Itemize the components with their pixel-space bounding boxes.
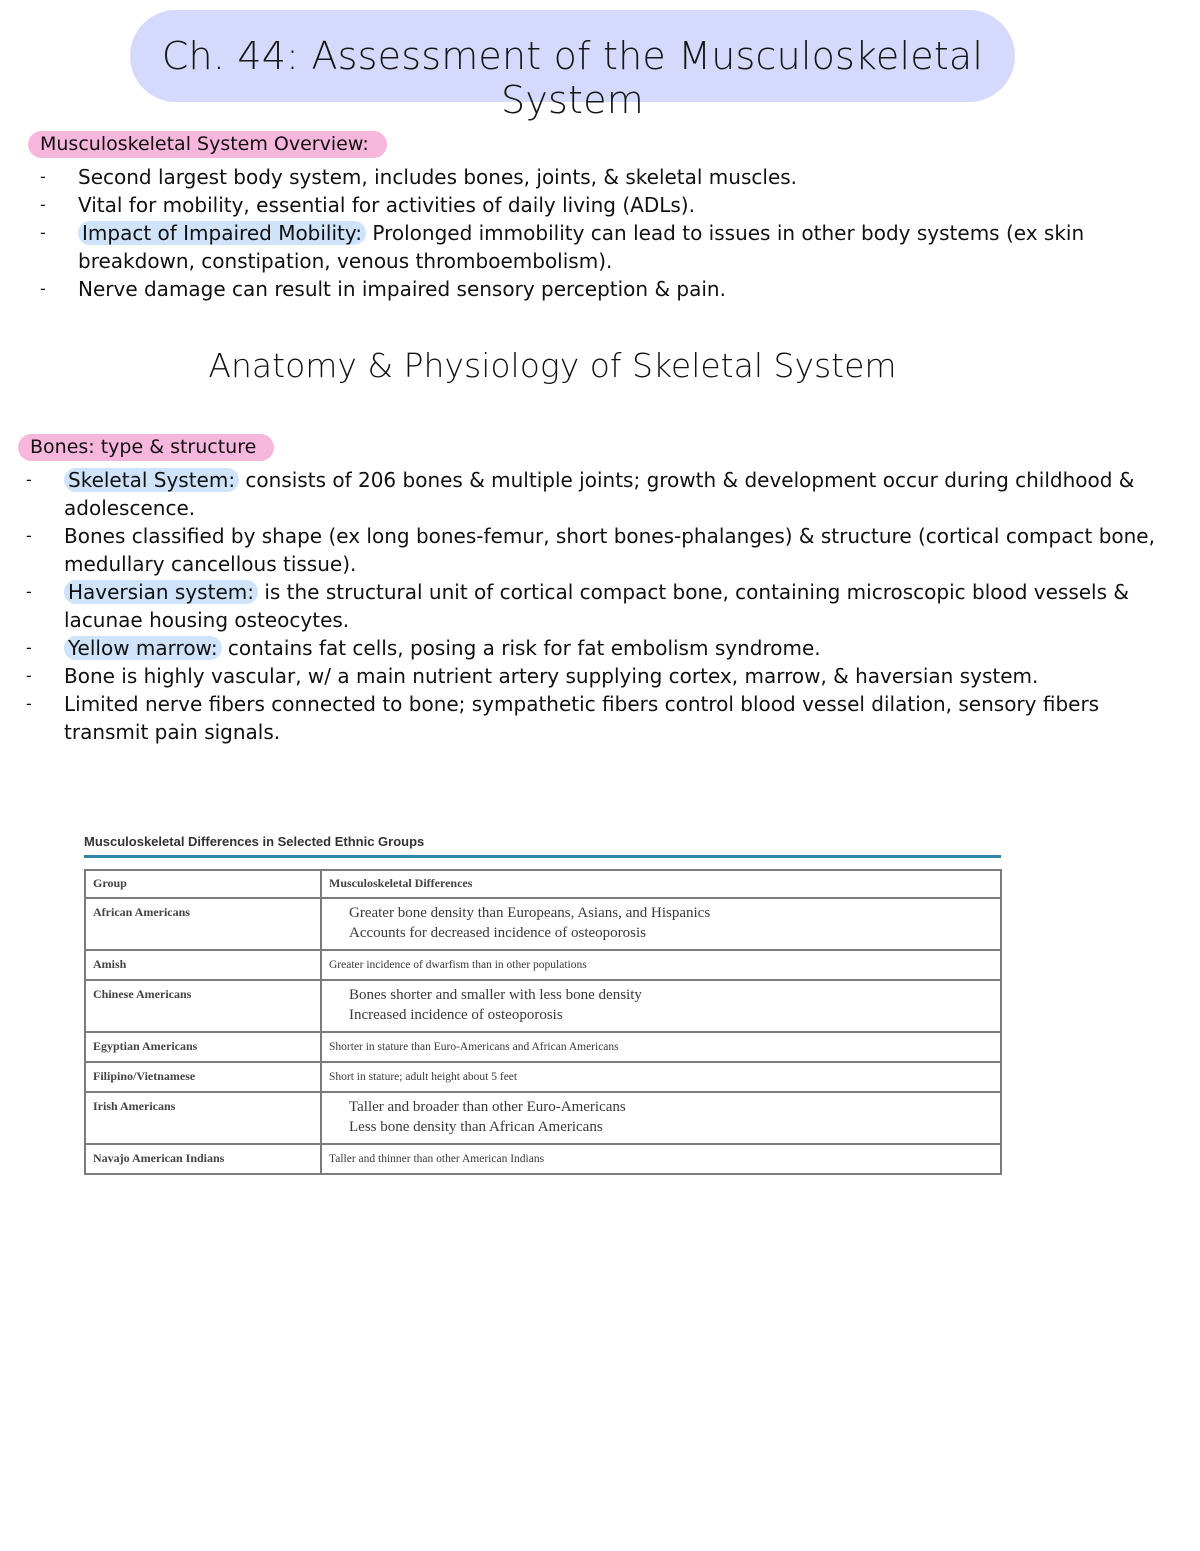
overview-label: Musculoskeletal System Overview: [28,131,387,158]
differences-cell [321,1144,1001,1174]
bullet-item [26,690,1179,746]
bullet-text: is the structural unit of cortical compact bone, containing microscopic blood vessels & lacunae housing osteocytes. [64,580,1129,632]
bullet-dash: - [26,470,32,489]
highlighted-term: Impact of Impaired Mobility: [78,221,366,245]
bullet-text: contains fat cells, posing a risk for fat embolism syndrome. [221,636,821,660]
bullet-item [26,634,1179,662]
page-title: Ch. 44: Assessment of the Musculoskeletal System [161,34,984,122]
bullet-text: Vital for mobility, essential for activities of daily living (ADLs). [78,193,695,217]
difference-line: Short in stature; adult height about 5 feet [329,1071,518,1083]
bullet-item [40,219,1178,275]
difference-line: Shorter in stature than Euro-Americans and African Americans [329,1041,619,1053]
bullet-dash: - [26,666,32,685]
bullet-dash: - [26,638,32,657]
bullet-text: Limited nerve fibers connected to bone; sympathetic fibers control blood vessel dilation, sensory fibers transmit pain signals. [64,692,1100,744]
highlighted-term: Yellow marrow: [64,636,222,660]
differences-cell [321,950,1001,980]
table-row [85,1032,1001,1062]
bullet-item [26,578,1179,634]
bullet-text: Bones classified by shape (ex long bones-femur, short bones-phalanges) & structure (cortical compact bone, medullary cancellous tissue). [64,524,1155,576]
bullet-dash: - [26,526,32,545]
bullet-text: Nerve damage can result in impaired sensory perception & pain. [78,277,726,301]
group-cell: Amish [85,950,321,980]
group-cell: Egyptian Americans [85,1032,321,1062]
bullet-item [26,662,1179,690]
bullet-text: consists of 206 bones & multiple joints; growth & development occur during childhood & adolescence. [64,468,1135,520]
table-row [85,1144,1001,1174]
bullet-dash: - [40,223,46,242]
difference-line: Taller and thinner than other American Indians [329,1153,545,1165]
bullet-dash: - [26,694,32,713]
bullet-dash: - [26,582,32,601]
table-caption: Musculoskeletal Differences in Selected Ethnic Groups [84,834,425,849]
table-row [85,950,1001,980]
group-cell: Chinese Americans [85,980,321,1032]
title-banner [130,10,1015,122]
difference-line: Greater incidence of dwarfism than in other populations [329,959,587,971]
table-row [85,1092,1001,1144]
differences-cell [321,1092,1001,1144]
section-subheading: Anatomy & Physiology of Skeletal System [208,346,897,385]
bullet-item [40,275,1178,303]
bullet-item [26,522,1179,578]
bullet-item [26,466,1179,522]
differences-cell [321,898,1001,950]
differences-cell [321,980,1001,1032]
header-group: Group [85,870,321,898]
bullet-text: Bone is highly vascular, w/ a main nutrient artery supplying cortex, marrow, & haversian system. [64,664,1039,688]
ethnic-differences-table [84,869,1002,1175]
difference-line: Bones shorter and smaller with less bone density [349,987,642,1003]
bullet-text: Prolonged immobility can lead to issues in other body systems (ex skin breakdown, constipation, venous thromboembolism). [78,221,1085,273]
group-cell: Irish Americans [85,1092,321,1144]
table-caption-rule [84,855,1001,858]
group-cell: Navajo American Indians [85,1144,321,1174]
bullet-item [40,191,1178,219]
table-row [85,1062,1001,1092]
bullet-dash: - [40,167,46,186]
difference-line: Accounts for decreased incidence of osteoporosis [349,925,646,941]
bones-label: Bones: type & structure [18,434,274,461]
difference-line: Increased incidence of osteoporosis [349,1007,563,1023]
differences-cell [321,1062,1001,1092]
difference-line: Taller and broader than other Euro-Americans [349,1099,626,1115]
table-header-row [85,870,1001,898]
table-row [85,980,1001,1032]
group-cell: Filipino/Vietnamese [85,1062,321,1092]
highlighted-term: Haversian system: [64,580,258,604]
bones-list [26,466,1179,746]
bullet-text: Second largest body system, includes bones, joints, & skeletal muscles. [78,165,798,189]
difference-line: Less bone density than African Americans [349,1119,603,1135]
bullet-dash: - [40,279,46,298]
overview-list [40,163,1178,303]
highlighted-term: Skeletal System: [64,468,239,492]
table-body [85,898,1001,1174]
group-cell: African Americans [85,898,321,950]
header-differences: Musculoskeletal Differences [321,870,1001,898]
bullet-dash: - [40,195,46,214]
table-row [85,898,1001,950]
difference-line: Greater bone density than Europeans, Asians, and Hispanics [349,905,711,921]
bullet-item [40,163,1178,191]
differences-cell [321,1032,1001,1062]
